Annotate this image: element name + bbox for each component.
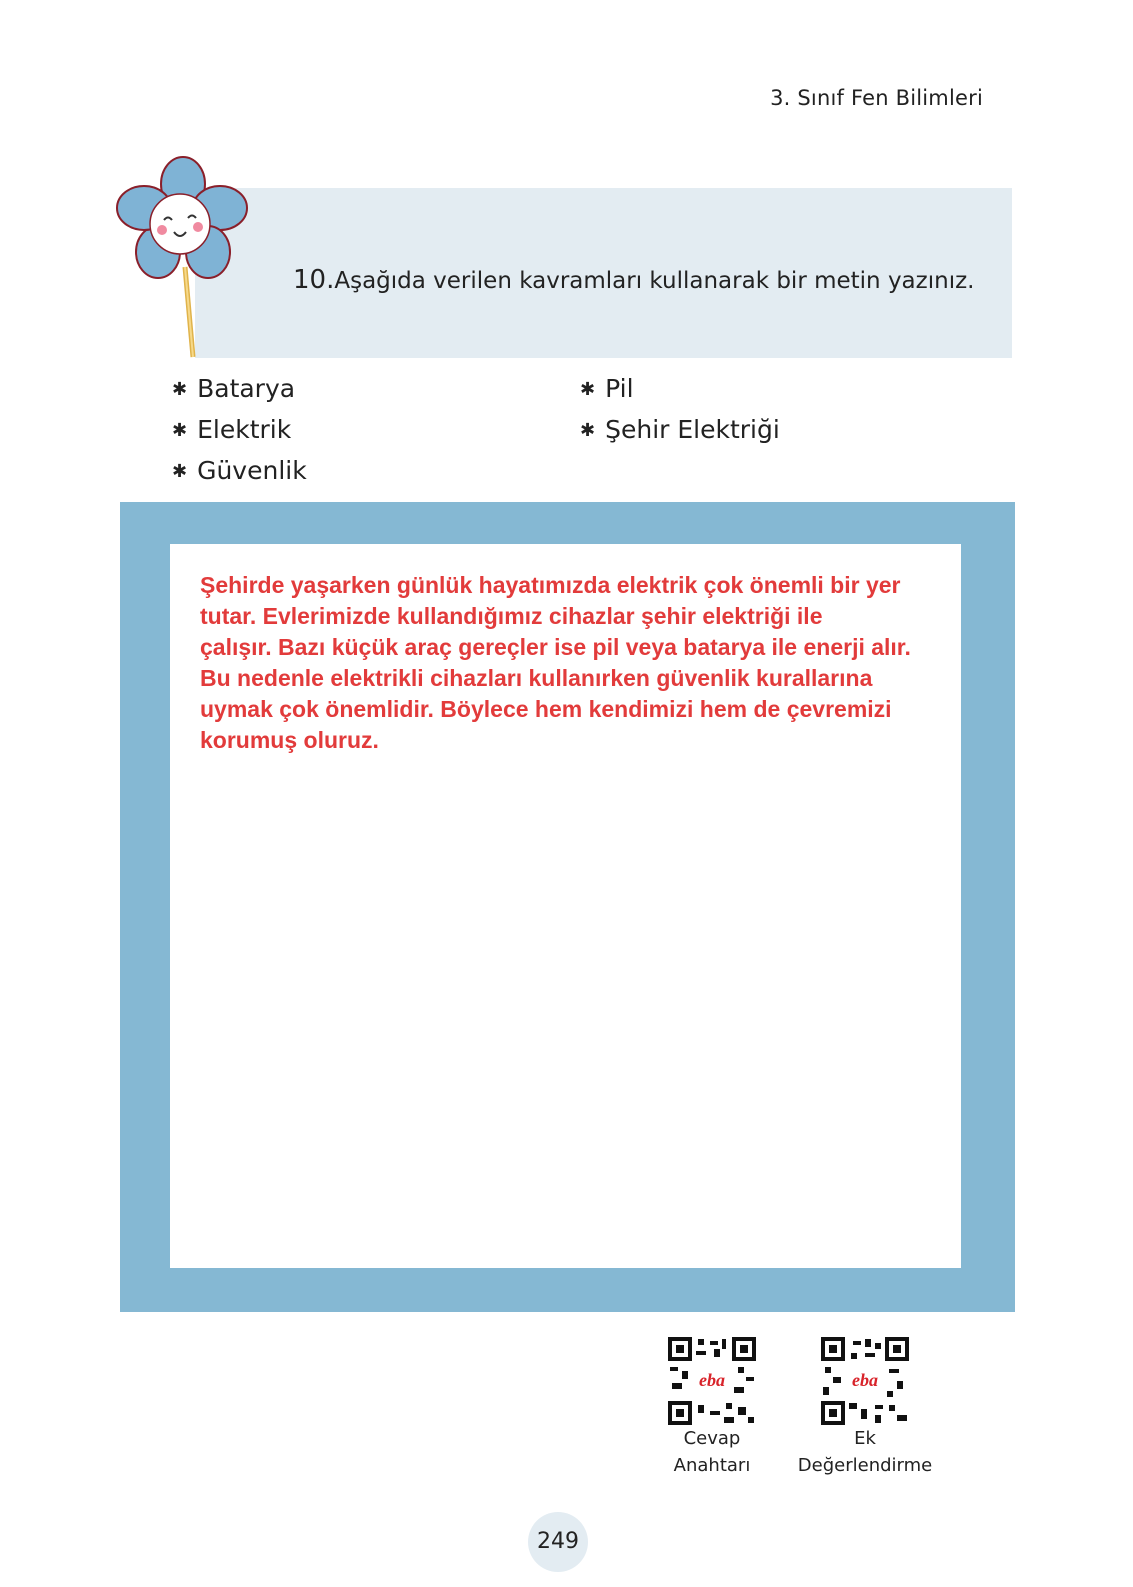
answer-line: tutar. Evlerimizde kullandığımız cihazlar şehir elektriği ile	[200, 603, 823, 629]
concept-item: ✱ Güvenlik	[172, 456, 307, 485]
answer-line: korumuş oluruz.	[200, 727, 379, 753]
svg-text:eba: eba	[852, 1370, 878, 1390]
answer-line: çalışır. Bazı küçük araç gereçler ise pil veya batarya ile enerji alır.	[200, 634, 911, 660]
asterisk-bullet-icon: ✱	[172, 461, 188, 482]
concept-item: ✱ Batarya	[172, 374, 296, 403]
qr-label-answer-key: Cevap Anahtarı	[673, 1428, 751, 1476]
concept-item: ✱ Pil	[580, 374, 634, 403]
concept-item: ✱ Elektrik	[172, 415, 292, 444]
question-number: 10.	[293, 265, 335, 295]
asterisk-bullet-icon: ✱	[172, 420, 188, 441]
qr-code-extra-assessment-icon[interactable]	[821, 1337, 909, 1425]
question-text: Aşağıda verilen kavramları kullanarak bir metin yazınız.	[334, 268, 975, 294]
qr-label-extra-assessment: Ek Değerlendirme	[797, 1428, 933, 1476]
asterisk-bullet-icon: ✱	[580, 420, 596, 441]
asterisk-bullet-icon: ✱	[580, 379, 596, 400]
flower-mascot-icon	[108, 152, 258, 362]
header-title: 3. Sınıf Fen Bilimleri	[770, 86, 983, 110]
page-number: 249	[528, 1512, 588, 1572]
answer-line: uymak çok önemlidir. Böylece hem kendimizi hem de çevremizi	[200, 696, 892, 722]
concept-list-right	[580, 368, 780, 450]
concept-list-left	[172, 368, 307, 491]
answer-text	[200, 570, 960, 756]
asterisk-bullet-icon: ✱	[172, 379, 188, 400]
qr-code-answer-key-icon[interactable]	[668, 1337, 756, 1425]
concept-item: ✱ Şehir Elektriği	[580, 415, 780, 444]
answer-line: Şehirde yaşarken günlük hayatımızda elektrik çok önemli bir yer	[200, 572, 901, 598]
svg-text:eba: eba	[699, 1370, 725, 1390]
answer-line: Bu nedenle elektrikli cihazları kullanırken güvenlik kurallarına	[200, 665, 873, 691]
question-prompt	[293, 265, 974, 295]
